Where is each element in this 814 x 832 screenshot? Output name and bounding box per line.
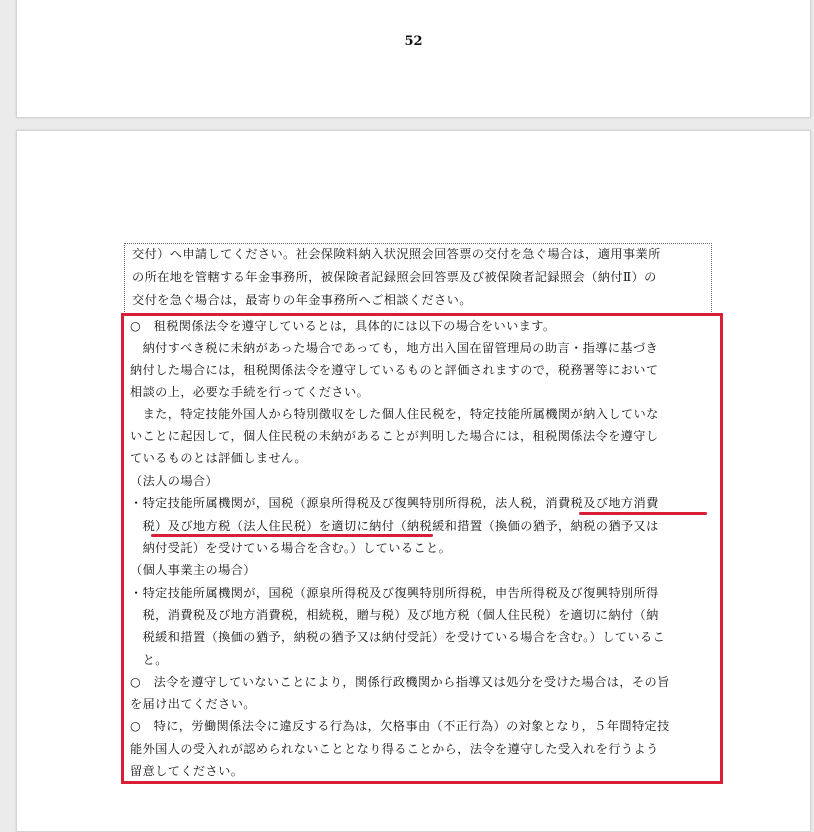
body-line-8: （法人の場合）: [130, 474, 219, 488]
body-line-19: ○ 特に，労働関係法令に違反する行為は，欠格事由（不正行為）の対象となり，５年間特定技: [130, 719, 670, 733]
previous-page: [16, 0, 811, 118]
red-underline-consumption-tax: [579, 512, 707, 515]
page-number: 52: [404, 34, 423, 49]
body-line-10: 税）及び地方税（法人住民税）を適切に納付（納税緩和措置（換価の猶予，納税の猶予又は: [130, 519, 659, 533]
intro-line-2: の所在地を管轄する年金事務所，被保険者記録照会回答票及び被保険者記録照会（納付Ⅱ）の: [132, 270, 657, 284]
body-line-13: ・特定技能所属機関が，国税（源泉所得税及び復興特別所得税，申告所得税及び復興特別所得: [130, 586, 659, 600]
body-line-2: 納付すべき税に未納があった場合であっても，地方出入国在留管理局の助言・指導に基づき: [130, 341, 659, 355]
body-line-18: を届け出てください。: [130, 697, 256, 711]
body-line-21: 留意してください。: [130, 764, 244, 778]
body-line-4: 相談の上，必要な手続を行ってください。: [130, 385, 370, 399]
body-line-9: ・特定技能所属機関が，国税（源泉所得税及び復興特別所得税，法人税，消費税及び地方消費: [130, 496, 659, 510]
red-underline-local-tax: [151, 534, 433, 537]
body-line-7: ているものとは評価しません。: [130, 451, 307, 465]
body-line-12: （個人事業主の場合）: [130, 563, 256, 577]
body-line-16: と。: [130, 653, 168, 667]
current-page: [16, 130, 811, 832]
body-line-1: ○ 租税関係法令を遵守しているとは，具体的には以下の場合をいいます。: [130, 319, 556, 333]
body-line-5: また，特定技能外国人から特別徴収をした個人住民税を，特定技能所属機関が納入していな: [130, 407, 659, 421]
body-line-14: 税，消費税及び地方消費税，相続税，贈与税）及び地方税（個人住民税）を適切に納付（納: [130, 608, 659, 622]
intro-line-1: 交付）へ申請してください。社会保険料納入状況照会回答票の交付を急ぐ場合は，適用事業所: [132, 247, 661, 261]
body-line-20: 能外国人の受入れが認められないこととなり得ることから，法令を遵守した受入れを行うよう: [130, 742, 659, 756]
body-line-3: 納付した場合には，租税関係法令を遵守しているものと評価されますので，税務署等において: [130, 363, 659, 377]
body-line-15: 税緩和措置（換価の猶予，納税の猶予又は納付受託）を受けている場合を含む。）しているこ: [130, 630, 666, 644]
intro-line-3: 交付を急ぐ場合は，最寄りの年金事務所へご相談ください。: [132, 293, 472, 307]
body-line-6: いことに起因して，個人住民税の未納があることが判明した場合には，租税関係法令を遵守し: [130, 429, 659, 443]
body-line-11: 納付受託）を受けている場合を含む。）していること。: [130, 541, 452, 555]
body-line-17: ○ 法令を遵守していないことにより，関係行政機関から指導又は処分を受けた場合は，その旨: [130, 675, 670, 689]
